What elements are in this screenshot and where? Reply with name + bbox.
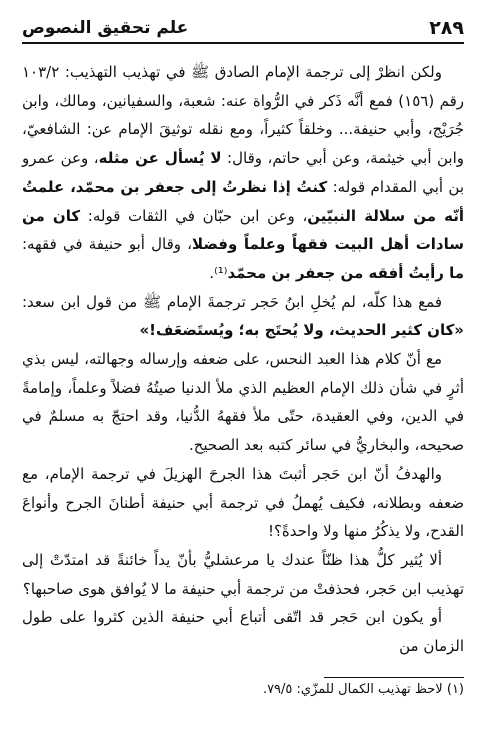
text-run: ، وقال أبو حنيفة في فقهه:: [22, 235, 192, 254]
paragraph: [22, 546, 464, 603]
paragraph: [22, 345, 464, 460]
running-title: علم تحقيق النصوص: [22, 18, 189, 38]
footnote: (١) لاحظ تهذيب الكمال للمزّي: ٧٩/٥.: [262, 682, 464, 697]
text-run: أو يكون ابن حَجر قد اتّقى أتباع أبي حنيفة الذين كثروا على طول الزمان من: [22, 608, 464, 656]
paragraph: [22, 288, 464, 345]
text-run: مع أنّ كلام هذا العبد النحس، على ضعفه وإرساله وجهالته، ليس بذي أثرٍ في شأن ذلك الإمام العظيم الذي ملأ الدنيا صيتُهُ فضلاً وعلماً، وإمامةً في الدين، وفي العقيدة، حتّى ملأ فقههُ الدُّنيا، وقد احتجّ به مسلمٌ في صحيحه، والبخاريُّ في سائر كتبه بعد الصحيح.: [22, 350, 464, 455]
footnote-separator: [324, 677, 464, 678]
bold-quote: لا يُسأل عن مثله: [98, 149, 222, 168]
bold-quote: ما رأيتُ أفقه من جعفر بن محمّد: [227, 263, 464, 282]
text-run: ولكن انظرْ إلى ترجمة الإمام الصادق ﷺ في تهذيب التهذيب: ١٠٣/٢ رقم (١٥٦) فمع أنَّه ذَكر في الرُّواة عنه: شعبة، والسفيانين، ومالك، وابن جُرَيْج، وأبي حنيفة... وخلقاً كثيراً، ومع نقله توثيقَ الإمام عن: الشافعيّ، وابن أبي خيثمة، وعن أبي حاتم، وقال:: [22, 63, 464, 168]
page-number: ٢٨٩: [429, 17, 464, 39]
page-header: [22, 14, 464, 44]
paragraph: [22, 58, 464, 288]
text-run: ، وعن ابن حبّان في الثقات قوله:: [80, 206, 308, 225]
text-run: ألا يُثير كلُّ هذا ظنّاً عندك يا مرعشليُّ بأنّ يداً خائنةً قد امتدّتْ إلى تهذيب ابن حَجر، فحذفتْ من ترجمة أبي حنيفة ما لا يُوافق هوى صاحبها؟: [22, 550, 464, 598]
text-run: ⁽¹⁾.: [209, 263, 228, 282]
body-text: [22, 58, 464, 661]
text-run: والهدفُ أنّ ابن حَجر أثبتَ هذا الجرحَ الهزيلَ في ترجمة الإمام، مع ضعفه وبطلانه، فكيف يُهملُ في ترجمة أبي حنيفة أطنانَ الجرح وأنواعَ القدح، ولا يذكُرُ منها ولا واحدةً؟!: [22, 464, 464, 541]
text-run: ، وعن عمرو بن أبي المقدام قوله:: [22, 149, 464, 196]
bold-quote: «كان كثير الحديث، ولا يُحتَج به؛ ويُستَضعَف!»: [139, 321, 464, 340]
text-run: فمع هذا كلّه، لم يُخلِ ابنُ حَجر ترجمةَ الإمام ﷺ من قول ابن سعد:: [22, 292, 442, 311]
paragraph: [22, 603, 464, 660]
bold-quote: كان من سادات أهل البيت فقهاً وعلماً وفضلا: [22, 206, 464, 254]
bold-quote: كنتُ إذا نظرتُ إلى جعفر بن محمّد، علمتُ أنّه من سلالة النبيّين: [22, 177, 465, 225]
paragraph: [22, 460, 464, 546]
